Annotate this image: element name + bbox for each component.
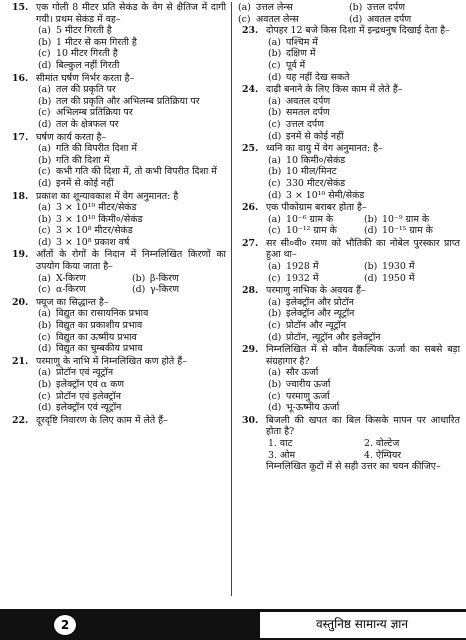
option-letter: (a): [38, 367, 51, 379]
option-letter: (d): [38, 118, 52, 130]
option: [349, 2, 460, 14]
option-text: प्रोटॉन, न्यूट्रॉन और इलेक्ट्रॉन: [286, 331, 381, 343]
option-text: 330 मीटर/सेकंड: [286, 177, 346, 189]
option-text: इलेक्ट्रॉन और न्यूट्रॉन: [286, 308, 355, 320]
option: [8, 48, 226, 60]
option-letter: (d): [268, 331, 282, 343]
question-stem: [8, 415, 226, 427]
option-letter: (a): [268, 367, 281, 379]
question-number: 27.: [242, 237, 259, 249]
option: [268, 214, 364, 226]
question-number: 28.: [242, 285, 259, 297]
option-text: 1950 में: [382, 272, 415, 284]
option: [8, 60, 226, 72]
question-stem: [238, 285, 460, 297]
option-letter: (c): [38, 48, 51, 60]
option-letter: (b): [38, 379, 52, 390]
option: [132, 284, 226, 296]
question-text: दाढ़ी बनाने के लिए किस काम में लेते हैं–: [266, 84, 403, 96]
option-letter: (d): [38, 236, 52, 248]
option-letter: (b): [38, 95, 52, 107]
q22-continued-options: [238, 2, 460, 25]
option-text: 4. ऐम्पियर: [364, 449, 402, 461]
option: [38, 284, 132, 296]
option-letter: (c): [268, 59, 281, 71]
option-text: इलेक्ट्रॉन एवं α कण: [56, 379, 125, 390]
option-text: विद्युत का प्रकाशीय प्रभाव: [56, 320, 143, 332]
option-letter: (d): [38, 343, 52, 355]
question-stem: [8, 297, 226, 309]
option-text: समतल दर्पण: [286, 107, 330, 119]
option-text: इनमें से कोई नहीं: [56, 177, 114, 189]
option: [238, 2, 349, 14]
option: [38, 273, 132, 285]
option-text: 3 × 10⁸ मीटर/सेकंड: [56, 225, 133, 237]
option-letter: (c): [268, 390, 281, 402]
option: [238, 367, 460, 379]
option: [364, 261, 460, 273]
question-text: ध्वनि का वायु में वेग अनुमानत: है–: [266, 143, 383, 155]
option: [238, 391, 460, 403]
option-letter: (b): [268, 107, 282, 119]
book-title: वस्तुनिष्ठ सामान्य ज्ञान: [315, 617, 409, 631]
option: [8, 155, 226, 167]
option-text: अवतल लेन्स: [256, 13, 299, 25]
option-text: इलेक्ट्रॉन एवं न्यूट्रॉन: [56, 402, 122, 414]
question-stem: [8, 2, 226, 25]
option-letter: (b): [38, 213, 52, 225]
question-stem: [8, 249, 226, 272]
question: [238, 285, 460, 343]
question-number: 20.: [12, 296, 29, 308]
question-text: सीमांत घर्षण निर्भर करता है–: [36, 72, 135, 84]
option: [238, 131, 460, 143]
option: [8, 367, 226, 379]
question-text: प्रकाश का शून्यावकाश में वेग अनुमानत: है: [36, 190, 179, 202]
option-row: [238, 14, 460, 26]
option-text: 10 किमी०/सेकंड: [286, 154, 346, 166]
option-letter: (d): [268, 71, 282, 83]
option-text: विद्युत का चुम्बकीय प्रभाव: [56, 343, 143, 355]
option: [238, 332, 460, 344]
option-text: कभी गति की दिशा में, तो कभी विपरीत दिशा में: [56, 166, 217, 178]
question: [238, 25, 460, 83]
page-number: 2: [53, 614, 77, 636]
option-letter: (b): [268, 379, 282, 390]
option: [364, 214, 460, 226]
question-text: बिजली की खपत का बिल किसके मापन पर आधारित होता है?: [266, 414, 460, 438]
option-letter: (c): [268, 225, 281, 237]
question-stem: [8, 191, 226, 203]
option-text: 10⁻¹⁵ ग्राम के: [382, 225, 433, 237]
option: [238, 297, 460, 309]
option-text: प्रोटॉन एवं इलेक्ट्रॉन: [56, 390, 121, 402]
question-instruction: निम्नलिखित कूटों में से सही उत्तर का चयन कीजिए–: [266, 461, 441, 473]
option-text: 5 मीटर गिरती है: [56, 25, 112, 37]
option: [268, 225, 364, 237]
question-text: आँतों के रोगों के निदान में निम्नलिखित किरणों का उपयोग किया जाता है–: [36, 249, 226, 273]
option-letter: (c): [38, 225, 51, 237]
option-row: [238, 273, 460, 285]
option-text: α-किरण: [56, 284, 86, 296]
option-text: 1. वाट: [268, 437, 293, 449]
option-text: 1 मीटर से कम गिरती है: [56, 36, 137, 48]
option: [364, 438, 460, 450]
question-number: 26.: [242, 202, 259, 214]
question: [238, 143, 460, 201]
option-letter: (c): [268, 177, 281, 189]
option-letter: (d): [38, 59, 52, 71]
option: [364, 273, 460, 285]
option-letter: (a): [38, 143, 51, 155]
question: [8, 356, 226, 414]
question: [238, 84, 460, 142]
question: [238, 238, 460, 284]
question-text: परमाणु के नाभि में निम्नलिखित कण होते हैं–: [36, 355, 187, 367]
option-letter: (c): [38, 107, 51, 119]
option-letter: (b): [38, 154, 52, 166]
option: [238, 190, 460, 202]
option-row: [238, 225, 460, 237]
option-letter: (b): [132, 272, 146, 284]
question-text: परमाणु नाभिक के अवयव हैं–: [266, 285, 366, 297]
option-letter: (a): [238, 2, 251, 13]
option-letter: (c): [238, 13, 251, 25]
option-text: 1932 में: [286, 272, 319, 284]
option-text: पश्चिम में: [286, 36, 318, 48]
option: [8, 237, 226, 249]
option-text: इनमें से कोई नहीं: [286, 130, 344, 142]
question-number: 16.: [12, 72, 29, 84]
question: [8, 2, 226, 72]
question-number: 29.: [242, 344, 259, 356]
option-text: 1928 में: [286, 261, 319, 273]
question-number: 17.: [12, 131, 29, 143]
option-text: 3 × 10¹⁰ सेमी/सेकंड: [286, 189, 365, 201]
option-letter: (c): [268, 118, 281, 130]
question-text: घर्षण कार्य करता है–: [36, 131, 107, 143]
option: [268, 450, 364, 462]
option-text: 3 × 10⁸ प्रकाश वर्ष: [56, 236, 130, 248]
option-letter: (a): [38, 84, 51, 96]
question-stem: [8, 132, 226, 144]
option-letter: (b): [268, 48, 282, 60]
option-letter: (d): [349, 13, 363, 25]
option: [8, 391, 226, 403]
question: [238, 202, 460, 237]
option-text: यह नहीं देख सकते: [286, 71, 350, 83]
option: [8, 402, 226, 414]
question: [238, 344, 460, 414]
option-letter: (d): [38, 402, 52, 414]
option-letter: (c): [268, 320, 281, 332]
question-stem: [238, 415, 460, 438]
option-text: 10 मीटर गिरती है: [56, 48, 118, 60]
option: [8, 214, 226, 226]
question-text: सर सी०वी० रमण को भौतिकी का नोबेल पुरस्कार प्राप्त हुआ था–: [266, 237, 460, 261]
option: [238, 96, 460, 108]
option-text: तल के क्षेत्रफल पर: [56, 118, 119, 130]
option-text: विद्युत का रासायनिक प्रभाव: [56, 308, 149, 320]
option: [238, 379, 460, 391]
option: [8, 96, 226, 108]
question-text: निम्नलिखित में से कौन वैकल्पिक ऊर्जा का सबसे बड़ा संग्रहागार है?: [266, 344, 460, 367]
option-text: गति की दिशा में: [56, 154, 110, 166]
question-text: एक पीकोग्राम बराबर होता है–: [266, 202, 367, 214]
option: [238, 14, 349, 26]
option-text: 3. ओम: [268, 449, 296, 461]
option-text: अवतल दर्पण: [286, 95, 331, 107]
option-letter: (d): [132, 284, 146, 296]
option-text: β-किरण: [150, 272, 179, 284]
question-number: 25.: [242, 143, 259, 155]
option: [8, 379, 226, 391]
option-letter: (a): [38, 308, 51, 320]
option-text: सौर ऊर्जा: [286, 367, 319, 379]
question: [8, 415, 226, 427]
question-text: दूरदृष्टि निवारण के लिए काम में लेते हैं–: [36, 414, 168, 426]
option-text: 3 × 10¹⁰ किमी०/सेकंड: [56, 213, 143, 225]
option: [238, 37, 460, 49]
question-number: 18.: [12, 190, 29, 202]
option-text: अवतल दर्पण: [367, 13, 412, 25]
option-row: [238, 261, 460, 273]
option: [8, 308, 226, 320]
option-letter: (c): [38, 284, 51, 296]
question: [238, 415, 460, 473]
option-letter: (a): [38, 272, 51, 284]
option-letter: (a): [268, 95, 281, 107]
option-letter: (a): [268, 213, 281, 225]
option-letter: (d): [268, 189, 282, 201]
option: [8, 143, 226, 155]
option-text: 10 मील/मिनट: [286, 166, 337, 178]
option-letter: (b): [364, 261, 378, 273]
option-text: पूर्व में: [286, 59, 306, 71]
option-letter: (a): [38, 202, 51, 214]
option-letter: (b): [364, 213, 378, 225]
option-text: अभिलम्ब प्रतिक्रिया पर: [56, 107, 133, 119]
option-text: दक्षिण में: [286, 48, 316, 60]
question-number: 30.: [242, 414, 259, 426]
option-text: तल की प्रकृति पर: [56, 84, 116, 96]
question: [8, 191, 226, 249]
option-text: प्रोटॉन एवं न्यूट्रॉन: [56, 367, 114, 379]
option-letter: (d): [364, 272, 378, 284]
option-row: [8, 273, 226, 285]
option-text: 10⁻⁶ ग्राम के: [286, 213, 334, 225]
question: [8, 249, 226, 295]
option-letter: (a): [38, 25, 51, 37]
option-letter: (b): [38, 320, 52, 332]
option: [238, 107, 460, 119]
option-text: 3 × 10¹⁰ मीटर/सेकंड: [56, 202, 137, 214]
option: [8, 343, 226, 355]
option-text: विद्युत का ऊष्मीय प्रभाव: [56, 331, 137, 343]
option: [132, 273, 226, 285]
question-number: 21.: [12, 355, 29, 367]
column-divider: [231, 2, 232, 596]
option: [8, 84, 226, 96]
option: [364, 450, 460, 462]
option: [8, 332, 226, 344]
option-letter: (d): [268, 130, 282, 142]
option: [8, 107, 226, 119]
option-text: ज्वारीय ऊर्जा: [286, 379, 331, 390]
option-row: [238, 2, 460, 14]
option-letter: (c): [38, 390, 51, 402]
option-letter: (a): [268, 261, 281, 273]
option: [8, 119, 226, 131]
option-letter: (b): [38, 36, 52, 48]
option-text: गति की विपरीत दिशा में: [56, 143, 137, 155]
question-text: दोपहर 12 बजे किस दिशा में इन्द्रधनुष दिखाई देता है–: [266, 25, 450, 37]
option: [238, 166, 460, 178]
option-letter: (d): [364, 225, 378, 237]
question: [8, 73, 226, 131]
option: [8, 166, 226, 178]
option-text: 1930 में: [382, 261, 415, 273]
option: [8, 202, 226, 214]
question-number: 19.: [12, 249, 29, 261]
option-letter: (a): [268, 36, 281, 48]
option-letter: (c): [268, 272, 281, 284]
option: [268, 438, 364, 450]
option-text: इलेक्ट्रॉन और प्रोटॉन: [286, 296, 354, 308]
option-text: γ-किरण: [150, 284, 180, 296]
option-text: परमाणु ऊर्जा: [286, 390, 330, 402]
question-stem: [238, 143, 460, 155]
question-stem: [238, 344, 460, 367]
option-letter: (a): [268, 154, 281, 166]
option-letter: (b): [268, 308, 282, 320]
option: [238, 320, 460, 332]
option: [268, 261, 364, 273]
option-row: [238, 450, 460, 462]
option: [8, 320, 226, 332]
option-letter: (b): [268, 166, 282, 178]
option-text: 2. वोल्टेज: [364, 437, 400, 449]
question-stem: [238, 238, 460, 261]
question-text: फ्यूज का सिद्धान्त है–: [36, 296, 109, 308]
question: [8, 132, 226, 190]
option: [8, 225, 226, 237]
option: [238, 308, 460, 320]
option-letter: (c): [38, 166, 51, 178]
option: [238, 402, 460, 414]
option-text: भू-ऊष्मीय ऊर्जा: [286, 402, 340, 414]
question-stem: [238, 25, 460, 37]
question-stem: [8, 356, 226, 368]
option-letter: (a): [268, 296, 281, 308]
option: [238, 119, 460, 131]
option-text: 10⁻¹² ग्राम के: [286, 225, 337, 237]
option-letter: (c): [38, 331, 51, 343]
question-text: एक गोली 8 मीटर प्रति सेकंड के वेग से क्षैतिज में दागी गयी। प्रथम सेकंड में वह–: [36, 2, 226, 25]
option-letter: (d): [268, 402, 282, 414]
option: [238, 155, 460, 167]
option-text: बिल्कुल नहीं गिरती: [56, 59, 120, 71]
option: [238, 72, 460, 84]
option-letter: (d): [38, 177, 52, 189]
option: [268, 273, 364, 285]
option: [238, 48, 460, 60]
option: [238, 178, 460, 190]
option-text: 10⁻⁹ ग्राम के: [382, 213, 430, 225]
option-row: [8, 284, 226, 296]
option: [8, 25, 226, 37]
option-text: उत्तल लेन्स: [256, 2, 293, 13]
option: [364, 225, 460, 237]
option-text: X-किरण: [56, 272, 86, 284]
option-text: उत्तल दर्पण: [286, 118, 325, 130]
option: [349, 14, 460, 26]
option-row: [238, 438, 460, 450]
question-number: 15.: [12, 2, 29, 13]
left-column: [8, 2, 226, 427]
option: [238, 60, 460, 72]
question-number: 23.: [242, 25, 259, 37]
right-column: [238, 2, 460, 474]
option-letter: (b): [349, 2, 363, 13]
question-number: 22.: [12, 414, 29, 426]
question-stem: [238, 202, 460, 214]
option-text: तल की प्रकृति और अभिलम्ब प्रतिक्रिया पर: [56, 95, 200, 107]
option-text: प्रोटॉन और न्यूट्रॉन: [286, 320, 347, 332]
question-stem: [238, 84, 460, 96]
question-number: 24.: [242, 84, 259, 96]
option: [8, 178, 226, 190]
option-text: उत्तल दर्पण: [367, 2, 406, 13]
option-row: [238, 214, 460, 226]
question-stem: [8, 73, 226, 85]
option: [8, 37, 226, 49]
question: [8, 297, 226, 355]
